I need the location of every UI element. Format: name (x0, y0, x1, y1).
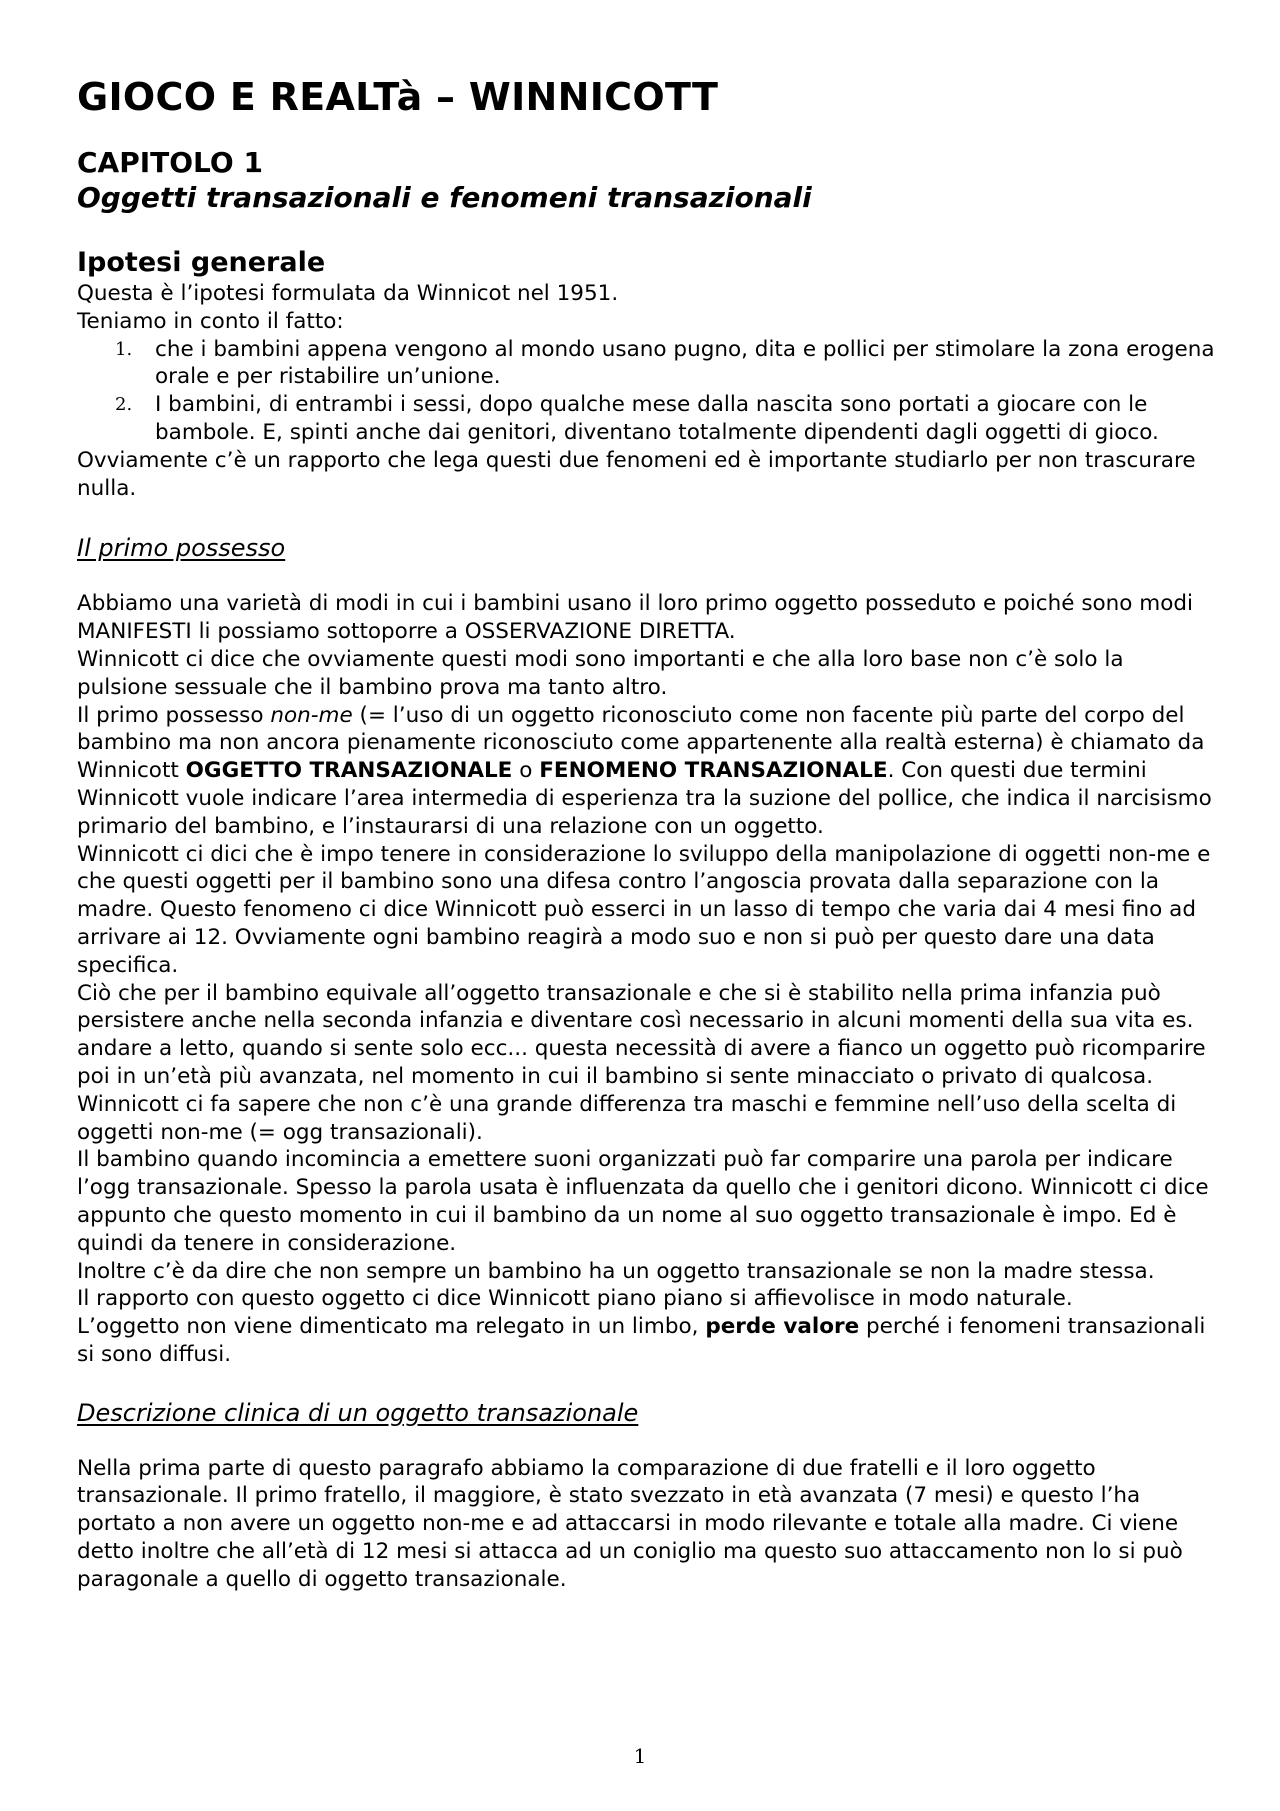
list-marker: 1. (115, 338, 133, 360)
section-heading-descrizione-clinica: Descrizione clinica di un oggetto transazionale (77, 1398, 639, 1427)
chapter-subtitle: Oggetti transazionali e fenomeni transazionali (77, 181, 812, 214)
section-heading-ipotesi: Ipotesi generale (77, 247, 326, 278)
document-title: GIOCO E REALTà – WINNICOTT (77, 75, 719, 119)
numbered-list (77, 336, 1217, 447)
page-content (77, 72, 1217, 1594)
chapter-number: CAPITOLO 1 (77, 146, 263, 179)
paragraph: Nella prima parte di questo paragrafo abbiamo la comparazione di due fratelli e il loro oggetto transazionale. Il primo fratello, il maggiore, è stato svezzato in età avanzata (7 mesi) e questo l’ha portato a non avere un oggetto non-me e ad attaccarsi in modo rilevante e totale alla madre. Ci viene detto inoltre che all’età di 12 mesi si attacca ad un coniglio ma questo suo attaccamento non lo si può paragonale a quello di oggetto transazionale. (77, 1455, 1183, 1592)
bold-term: FENOMENO TRANSAZIONALE (539, 758, 888, 784)
list-item (77, 336, 1217, 392)
paragraph: Ciò che per il bambino equivale all’oggetto transazionale e che si è stabilito nella prima infanzia può persistere anche nella seconda infanzia e diventare così necessario in alcuni momenti della sua vita es. andare a letto, quando si sente solo ecc... questa necessità di avere a fianco un oggetto può ricomparire poi in un’età più avanzata, nel momento in cui il bambino si sente minacciato o privato di qualcosa. (77, 980, 1206, 1089)
paragraph: Abbiamo una varietà di modi in cui i bambini usano il loro primo oggetto posseduto e poiché sono modi MANIFESTI li possiamo sottoporre a OSSERVAZIONE DIRETTA. (77, 591, 1194, 645)
paragraph: Ovviamente c’è un rapporto che lega questi due fenomeni ed è importante studiarlo per non trascurare nulla. (77, 447, 1196, 501)
list-item-text: I bambini, di entrambi i sessi, dopo qualche mese dalla nascita sono portati a giocare con le bambole. E, spinti anche dai genitori, diventano totalmente dipendenti dagli oggetti di gioco. (155, 392, 1159, 445)
text-run: perché i fenomeni transazionali si sono diffusi. (77, 1314, 1206, 1367)
paragraph: Il rapporto con questo oggetto ci dice Winnicott piano piano si affievolisce in modo naturale. (77, 1286, 1073, 1312)
paragraph: Winnicott ci dici che è impo tenere in considerazione lo sviluppo della manipolazione di oggetti non-me e che questi oggetti per il bambino sono una difesa contro l’angoscia provata dalla separazione con la madre. Questo fenomeno ci dice Winnicott può esserci in un lasso di tempo che varia dai 4 mesi fino ad arrivare ai 12. Ovviamente ogni bambino reagirà a modo suo e non si può per questo dare una data specifica. (77, 841, 1211, 978)
page-number: 1 (633, 1744, 647, 1768)
paragraph: Inoltre c’è da dire che non sempre un bambino ha un oggetto transazionale se non la madre stessa. (77, 1258, 1155, 1284)
text-run: Il primo possesso (77, 702, 271, 728)
paragraph: Winnicott ci dice che ovviamente questi modi sono importanti e che alla loro base non c’è solo la pulsione sessuale che il bambino prova ma tanto altro. (77, 646, 1124, 700)
paragraph: Teniamo in conto il fatto: (77, 308, 344, 334)
bold-term: perde valore (705, 1314, 860, 1340)
text-run: . Con questi due termini Winnicott vuole indicare l’area intermedia di esperienza tra la suzione del pollice, che indica il narcisismo primario del bambino, e l’instaurarsi di una relazione con un oggetto. (77, 758, 1212, 839)
list-marker: 2. (115, 394, 133, 416)
list-item-text: che i bambini appena vengono al mondo usano pugno, dita e pollici per stimolare la zona erogena orale e per ristabilire un’unione. (155, 336, 1215, 390)
text-run: L’oggetto non viene dimenticato ma relegato in un limbo, (77, 1314, 706, 1340)
text-run: o (512, 758, 540, 784)
italic-term: non-me (270, 702, 353, 728)
bold-term: OGGETTO TRANSAZIONALE (185, 758, 513, 784)
text-run: (= l’uso di un oggetto riconosciuto come non facente più parte del corpo del bambino ma non ancora pienamente riconosciuto come appartenente alla realtà esterna) è chiamato da Winnicott (77, 702, 1205, 784)
paragraph: Questa è l’ipotesi formulata da Winnicot nel 1951. (77, 281, 619, 306)
chapter-header (77, 146, 1217, 216)
list-item (77, 391, 1217, 447)
paragraph (77, 702, 1217, 841)
section-heading-primo-possesso: Il primo possesso (77, 534, 286, 563)
paragraph (77, 1313, 1217, 1369)
paragraph: Il bambino quando incomincia a emettere suoni organizzati può far comparire una parola per indicare l’ogg transazionale. Spesso la parola usata è influenzata da quello che i genitori dicono. Winnicott ci dice appunto che questo momento in cui il bambino da un nome al suo oggetto transazionale è impo. Ed è quindi da tenere in considerazione. (77, 1147, 1209, 1256)
paragraph: Winnicott ci fa sapere che non c’è una grande differenza tra maschi e femmine nell’uso della scelta di oggetti non-me (= ogg transazionali). (77, 1091, 1177, 1145)
